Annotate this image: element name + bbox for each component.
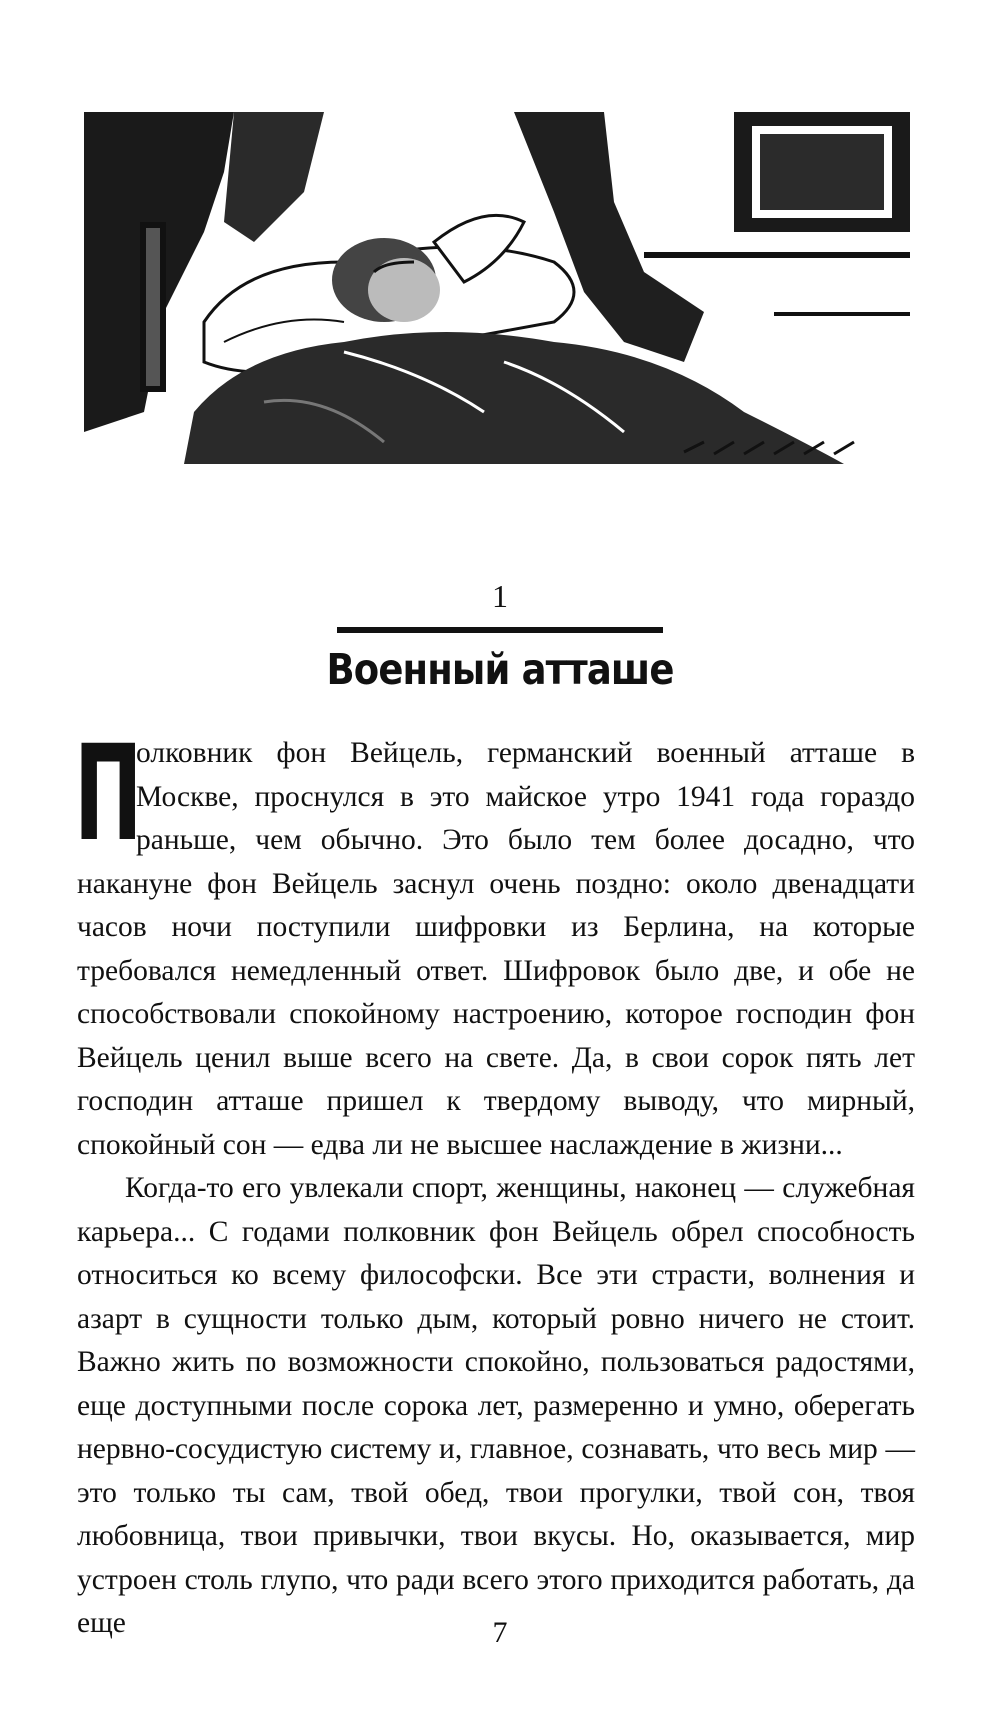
sleeping-man-illustration-icon — [84, 112, 910, 464]
paragraph-text: Когда-то его увлекали спорт, женщины, наконец — служебная карьера... С годами полковник фон Вейцель обрел способность относиться ко всему философски. Все эти страсти, волнения и азарт в сущности только дым, который ровно ничего не стоит. Важно жить по возможности спокойно, пользоваться радостями, еще доступными после сорока лет, размеренно и умно, оберегать нервно-сосудистую систему и, главное, сознавать, что весь мир — это только ты сам, твой обед, твои прогулки, твой сон, твоя любовница, твои привычки, твои вкусы. Но, оказывается, мир устроен столь глупо, что ради всего этого приходится работать, да еще — [77, 1172, 915, 1639]
chapter-number: 1 — [492, 578, 508, 614]
paragraph-text: олковник фон Вейцель, германский военный атташе в Москве, проснулся в это майское утро 1941 года гораздо раньше, чем обычно. Это было тем более досадно, что накануне фон Вейцель заснул очень поздно: около двенадцати часов ночи поступили шифровки из Берлина, на которые требовался немедленный ответ. Шифровок было две, и обе не способствовали спокойному настроению, которое господин фон Вейцель ценил выше всего на свете. Да, в свои сорок пять лет господин атташе пришел к твердому выводу, что мирный, спокойный сон — едва ли не высшее наслаждение в жизни... — [77, 737, 915, 1161]
page-number: 7 — [492, 1616, 508, 1649]
chapter-illustration — [84, 112, 910, 464]
paragraph — [74, 717, 915, 1167]
chapter-divider — [337, 627, 663, 633]
paragraph — [77, 1167, 915, 1646]
drop-cap: П — [74, 717, 143, 871]
chapter-title: Военный атташе — [326, 645, 674, 695]
chapter-body — [74, 717, 915, 1646]
